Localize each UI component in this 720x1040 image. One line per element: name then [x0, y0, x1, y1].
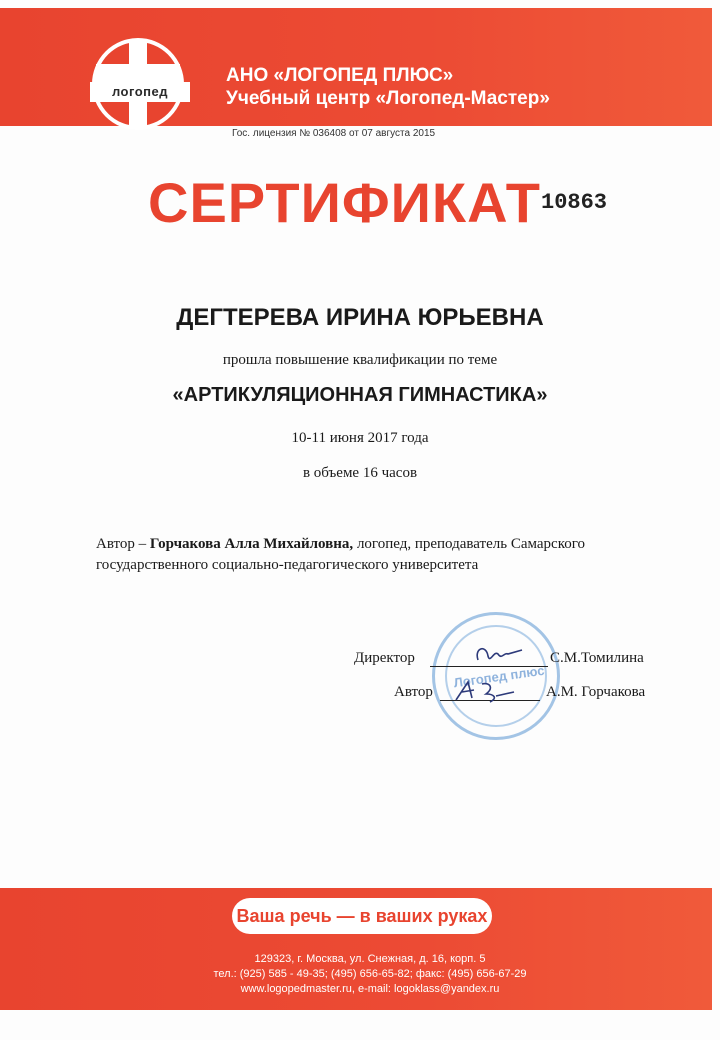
contacts: [180, 952, 560, 997]
logo-cross-horizontal: [96, 64, 180, 82]
signature-row-director: [300, 650, 660, 672]
passed-text: прошла повышение квалификации по теме: [222, 352, 498, 368]
signature-scribble: [450, 676, 520, 706]
stamp-text: Логопед плюс: [452, 662, 546, 691]
signature-role: Автор: [394, 684, 433, 700]
org-line-2: Учебный центр «Логопед-Мастер»: [226, 88, 550, 109]
author-name: Горчакова Алла Михайловна,: [149, 536, 354, 552]
course-dates: 10-11 июня 2017 года: [291, 430, 429, 446]
org-line-1: АНО «ЛОГОПЕД ПЛЮС»: [226, 65, 454, 86]
course-topic: «АРТИКУЛЯЦИОННАЯ ГИМНАСТИКА»: [172, 384, 548, 406]
signature-role: Директор: [354, 650, 415, 666]
logo-text: логопед: [111, 84, 169, 99]
certificate-number: 10863: [541, 190, 608, 215]
license-text: Гос. лицензия № 036408 от 07 августа 2015: [232, 128, 436, 139]
author-description: логопед, преподаватель Самарского государственного социально-педагогического университета: [96, 536, 586, 573]
address: 129323, г. Москва, ул. Снежная, д. 16, корп. 5: [254, 953, 486, 965]
recipient-name: ДЕГТЕРЕВА ИРИНА ЮРЬЕВНА: [176, 304, 544, 331]
signature-row-author: [300, 684, 660, 706]
logo: [92, 38, 184, 130]
slogan: Ваша речь — в ваших руках: [232, 898, 492, 934]
signature-scribble: [470, 642, 530, 670]
certificate-title: СЕРТИФИКАТ: [148, 171, 541, 234]
author-info: [96, 534, 656, 576]
organization-name: [226, 64, 550, 110]
author-prefix: Автор –: [96, 536, 150, 552]
web-email: www.logopedmaster.ru, e-mail: logoklass@yandex.ru: [240, 983, 500, 995]
phones: тел.: (925) 585 - 49-35; (495) 656-65-82; факс: (495) 656-67-29: [213, 968, 527, 980]
signature-name: С.М.Томилина: [550, 650, 644, 666]
signature-name: А.М. Горчакова: [546, 684, 646, 700]
course-volume: в объеме 16 часов: [302, 465, 418, 481]
